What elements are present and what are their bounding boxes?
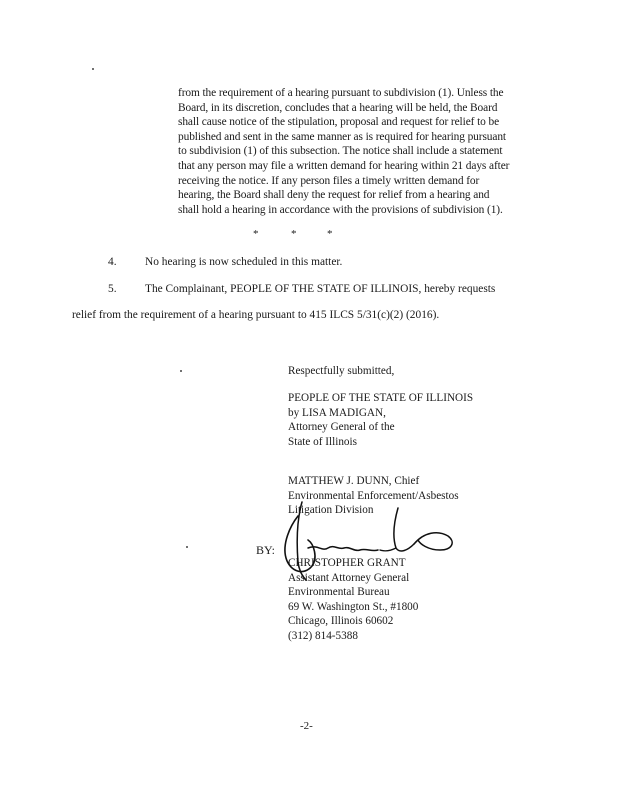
quote-line: hearing, the Board shall deny the request for relief from a hearing and — [178, 189, 490, 202]
respectfully-submitted — [288, 364, 394, 379]
paragraph-5-number: 5. — [108, 283, 117, 295]
omission-asterisk: * — [291, 228, 297, 240]
chief-line: MATTHEW J. DUNN, Chief — [288, 475, 420, 487]
handwritten-signature — [268, 496, 468, 586]
party-line: PEOPLE OF THE STATE OF ILLINOIS — [288, 392, 474, 404]
paragraph-4-text: No hearing is now scheduled in this matter. — [145, 256, 343, 268]
closing-line: Respectfully submitted, — [288, 365, 395, 377]
statute-quote-block — [178, 86, 548, 217]
scan-speck — [186, 546, 188, 548]
scan-speck — [180, 370, 182, 372]
chief-line: Environmental Enforcement/Asbestos — [288, 489, 459, 502]
paragraph-4-number: 4. — [108, 256, 117, 268]
by-label: BY: — [256, 543, 275, 557]
quote-line: from the requirement of a hearing pursuant to subdivision (1). Unless the — [178, 87, 504, 99]
page-number: -2- — [300, 720, 313, 732]
paragraph-5-text-line-1: The Complainant, PEOPLE OF THE STATE OF ILLINOIS, hereby requests — [145, 283, 496, 295]
party-line: by LISA MADIGAN, — [288, 406, 386, 419]
chief-line: Litigation Division — [288, 504, 374, 517]
omission-asterisk: * — [327, 228, 333, 240]
quote-line: to subdivision (1) of this subsection. The notice shall include a statement — [178, 145, 503, 158]
scan-speck — [92, 68, 94, 70]
quote-line: Board, in its discretion, concludes that a hearing will be held, the Board — [178, 101, 498, 114]
quote-line: that any person may file a written demand for hearing within 21 days after — [178, 159, 510, 172]
attorney-line: Environmental Bureau — [288, 586, 390, 599]
quote-line: published and sent in the same manner as is required for hearing pursuant — [178, 130, 506, 143]
attorney-line: Chicago, Illinois 60602 — [288, 615, 394, 628]
attorney-line: 69 W. Washington St., #1800 — [288, 600, 419, 613]
omission-asterisk: * — [253, 228, 259, 240]
party-line: Attorney General of the — [288, 421, 395, 434]
party-line: State of Illinois — [288, 435, 357, 448]
paragraph-5-text-line-2: relief from the requirement of a hearing pursuant to 415 ILCS 5/31(c)(2) (2016). — [72, 309, 440, 321]
party-block — [288, 391, 473, 449]
attorney-line: CHRISTOPHER GRANT — [288, 557, 406, 569]
quote-line: shall hold a hearing in accordance with the provisions of subdivision (1). — [178, 203, 503, 216]
quote-line: shall cause notice of the stipulation, proposal and request for relief to be — [178, 116, 500, 129]
attorney-line: (312) 814-5388 — [288, 629, 358, 642]
quote-line: receiving the notice. If any person files a timely written demand for — [178, 174, 480, 187]
attorney-line: Assistant Attorney General — [288, 571, 410, 584]
